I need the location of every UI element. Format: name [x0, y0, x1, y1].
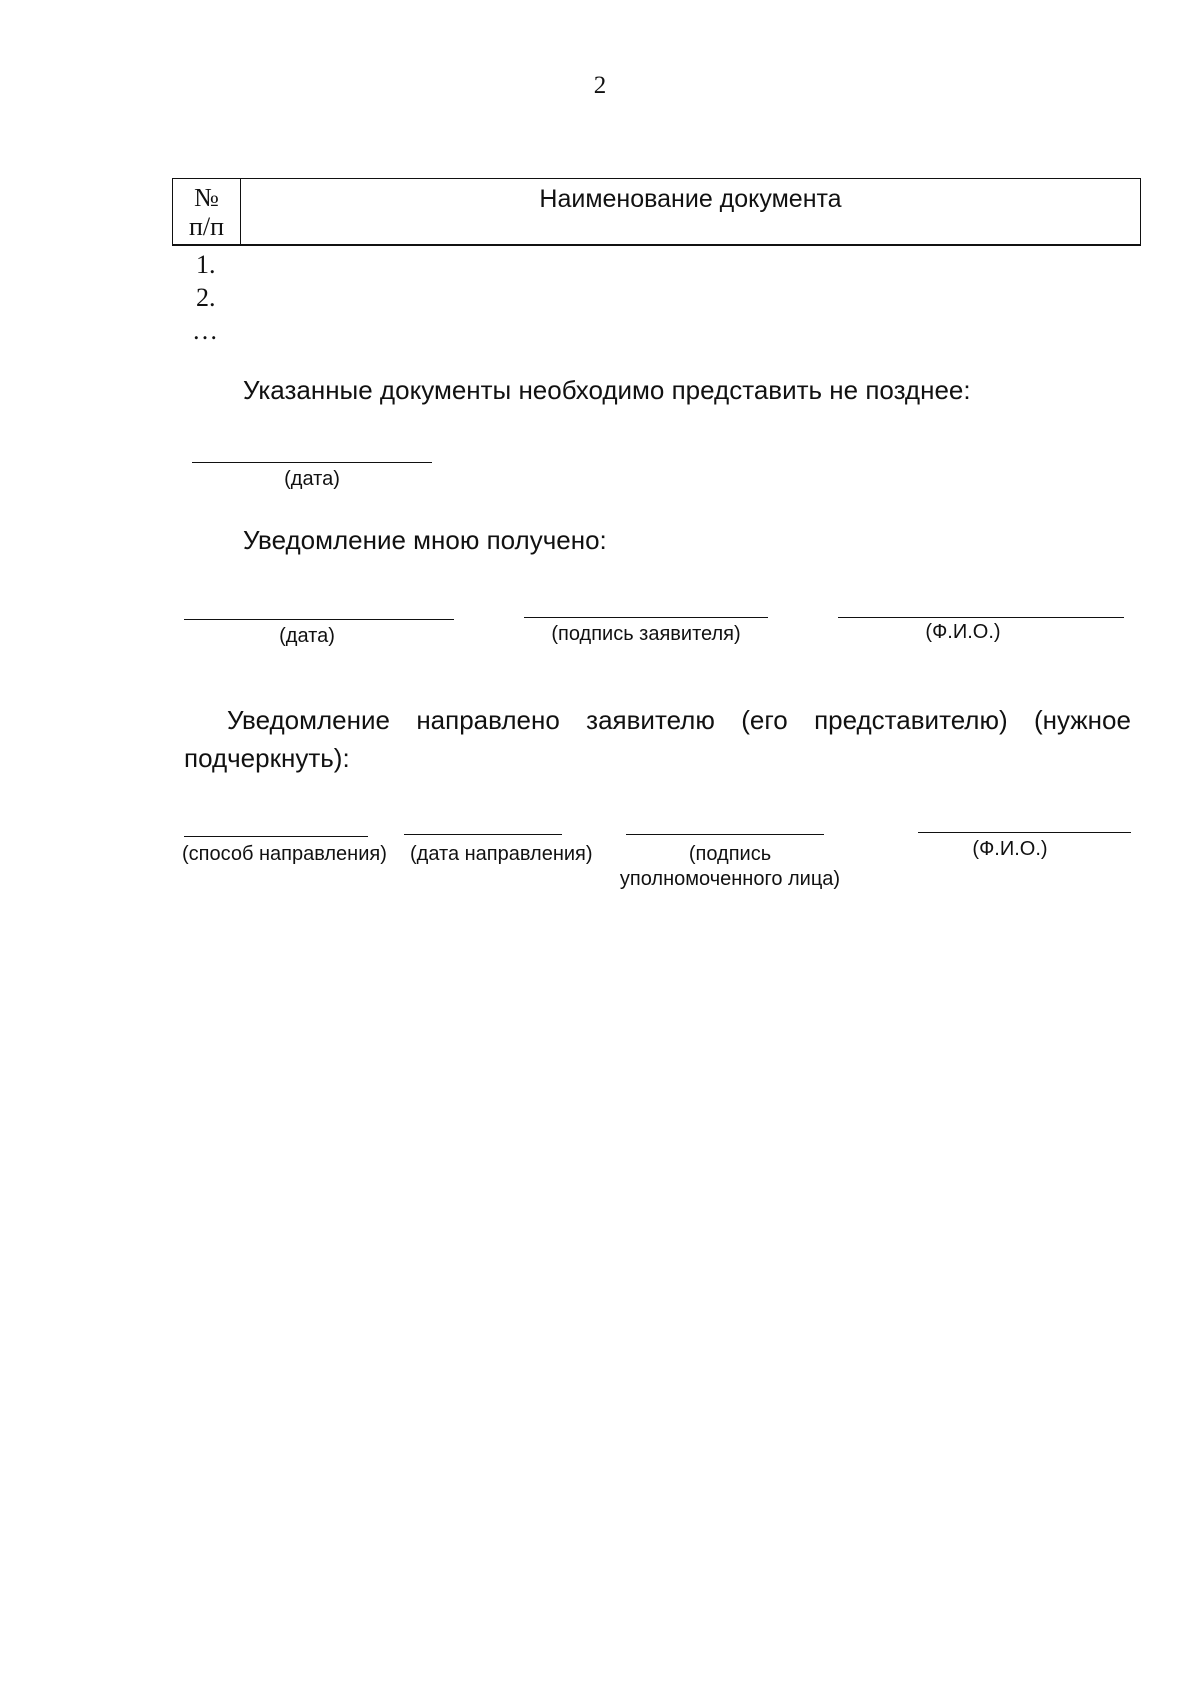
- sent-text-line1: [227, 702, 1131, 738]
- received-signature-line: [524, 617, 768, 618]
- sent-fio-line: [918, 832, 1131, 833]
- page-number: 2: [593, 72, 607, 99]
- sent-date-caption: (дата направления): [410, 843, 593, 865]
- deadline-date-line: [192, 462, 432, 463]
- sent-word: (его: [741, 705, 788, 735]
- table-row-number: 1.: [196, 250, 216, 279]
- deadline-date-caption: (дата): [284, 468, 340, 490]
- received-text: Уведомление мною получено:: [243, 525, 607, 555]
- sent-word: (нужное: [1033, 705, 1131, 735]
- sent-method-caption: (способ направления): [182, 843, 387, 865]
- sent-fio-caption: (Ф.И.О.): [972, 838, 1048, 860]
- table-row-ellipsis: …: [192, 316, 218, 345]
- sent-word: представителю): [814, 705, 1008, 735]
- received-date-caption: (дата): [279, 625, 335, 647]
- received-fio-line: [838, 617, 1124, 618]
- column-number-header-line2: п/п: [188, 212, 225, 241]
- sent-text-line2: подчеркнуть):: [184, 743, 350, 773]
- sent-signature-line: [626, 834, 824, 835]
- column-number-header: [173, 179, 241, 244]
- table-row-number: 2.: [196, 283, 216, 312]
- received-signature-caption: (подпись заявителя): [551, 623, 741, 645]
- sent-word: направлено: [416, 705, 560, 735]
- documents-table-header: [172, 178, 1141, 246]
- column-number-header-line1: №: [194, 183, 219, 212]
- sent-signature-caption-line2: уполномоченного лица): [619, 868, 841, 890]
- received-date-line: [184, 619, 454, 620]
- received-fio-caption: (Ф.И.О.): [925, 621, 1001, 643]
- sent-word: Уведомление: [227, 705, 390, 735]
- deadline-text: Указанные документы необходимо представить не позднее:: [243, 375, 971, 405]
- column-name-header: Наименование документа: [539, 185, 842, 213]
- sent-signature-caption-line1: (подпись: [688, 843, 772, 865]
- sent-word: заявителю: [586, 705, 715, 735]
- sent-method-line: [184, 836, 368, 837]
- sent-date-line: [404, 834, 562, 835]
